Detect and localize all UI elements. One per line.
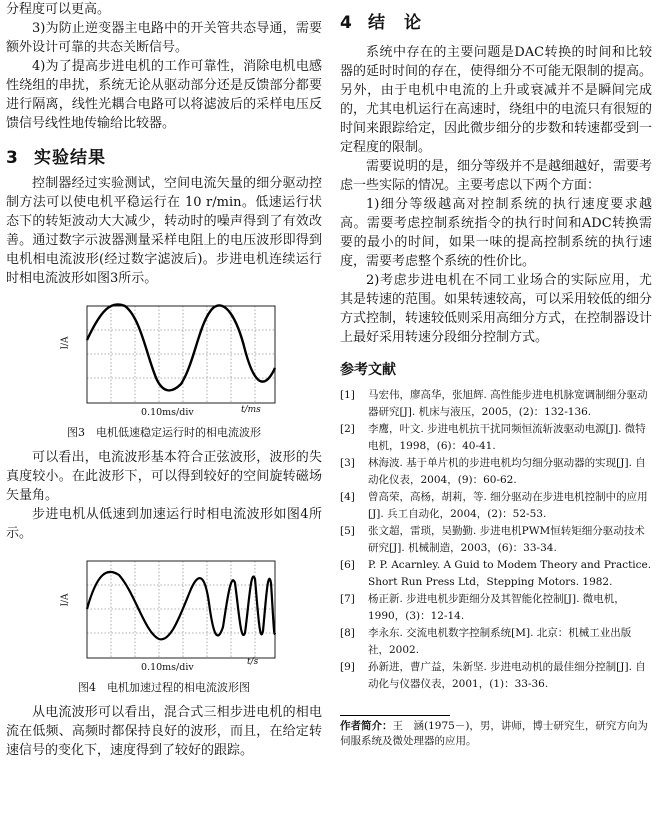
- reference-number: [4]: [340, 491, 355, 503]
- reference-item: [340, 489, 652, 523]
- author-label: 作者简介：: [340, 720, 393, 732]
- reference-number: [9]: [340, 661, 355, 673]
- left-column: [6, 0, 322, 760]
- paragraph: 步进电机从低速到加速运行时相电流波形如图4所示。: [6, 507, 322, 541]
- figure-3: [49, 298, 279, 422]
- reference-item: [340, 455, 652, 489]
- scale-label: 0.10ms/div: [141, 407, 194, 418]
- section-number: 3: [6, 148, 19, 168]
- reference-number: [5]: [340, 525, 355, 537]
- paragraph: 2)考虑步进电机在不同工业场合的实际应用，尤其是转速的范围。如果转速较高，可以采用较低的细分方式控制，转速较低则采用高细分方式，在控制器设计上最好采用转速分段细分控制方式。: [340, 273, 653, 345]
- section-title: 结 论: [368, 13, 422, 33]
- reference-text: 马宏伟，廖高华，张旭辉. 高性能步进电机脉宽调制细分驱动器研究[J]. 机床与液压，2005，(2)：132-136.: [368, 389, 648, 418]
- y-axis-label: I/A: [60, 336, 71, 350]
- figure-3-caption: 图3 电机低速稳定运行时的相电流波形: [67, 426, 261, 439]
- section-number: 4: [340, 13, 353, 33]
- reference-text: P. P. Acarnley. A Guid to Modem Theory and Practice. Short Run Press Ltd，Stepping Motors. 1982.: [368, 559, 652, 588]
- author-text: 王 涵(1975－)，男，讲师，博士研究生，研究方向为伺服系统及微处理器的应用。: [340, 720, 648, 747]
- reference-number: [3]: [340, 457, 355, 469]
- reference-item: [340, 523, 652, 557]
- x-axis-label: t/s: [247, 657, 259, 667]
- footnote-rule: [340, 715, 450, 716]
- reference-number: [7]: [340, 593, 355, 605]
- reference-text: 孙新进，曹广益，朱新坚. 步进电动机的最佳细分控制[J]. 自动化与仪器仪表，2001，(1)：33-36.: [368, 661, 646, 690]
- y-axis-label: I/A: [60, 593, 71, 607]
- paragraph: 控制器经过实验测试，空间电流矢量的细分驱动控制方法可以使电机平稳运行在 10 r/min。低速运行状态下的转矩波动大大减少，转动时的噪声得到了有效改善。通过数字示波器测量采样电阻上的电压波形即得到电机相电流波形(经过数字滤波后)。步进电机连续运行时相电流波形如图3所示。: [6, 176, 322, 286]
- paragraph: 1)细分等级越高对控制系统的执行速度要求越高。需要考虑控制系统指令的执行时间和ADC转换需要的最小的时间，如果一味的提高控制系统的执行速度，需要考虑整个系统的性价比。: [340, 197, 652, 269]
- paragraph: 从电流波形可以看出，混合式三相步进电机的相电流在低频、高频时都保持良好的波形，而且，在给定转速信号的变化下，速度得到了较好的跟踪。: [6, 705, 322, 758]
- reference-text: 张文超，雷琐，吴勤勤. 步进电机PWM恒转矩细分驱动技术研究[J]. 机械制造，2003，(6)：33-34.: [368, 525, 645, 554]
- figure-4: [49, 553, 279, 677]
- reference-item: [340, 625, 652, 659]
- reference-text: 杨正新. 步进电机步距细分及其智能化控制[J]. 微电机，1990，(3)：12-14.: [368, 593, 625, 622]
- reference-number: [6]: [340, 559, 355, 571]
- reference-item: [340, 421, 652, 455]
- reference-item: [340, 659, 652, 693]
- reference-text: 李鹰，叶文. 步进电机抗干扰同频恒流斩波驱动电源[J]. 微特电机，1998，(6)：40-41.: [368, 423, 646, 452]
- paragraph: 4)为了提高步进电机的工作可靠性，消除电机电感性绕组的串扰，系统无论从驱动部分还是反馈部分都要进行隔离，线性光耦合电路可以将滤波后的采样电压反馈信号线性地传输给比较器。: [6, 59, 322, 131]
- paragraph: 系统中存在的主要问题是DAC转换的时间和比较器的延时时间的存在，使得细分不可能无限制的提高。另外，由于电机中电流的上升或衰减并不是瞬间完成的，尤其电机运行在高速时，绕组中的电流只有很短的时间来跟踪给定，因此微步细分的步数和转速都受到一定程度的限制。: [340, 45, 653, 155]
- figure-4-caption: 图4 电机加速过程的相电流波形图: [78, 681, 250, 694]
- oscilloscope-plot-3: [49, 298, 279, 422]
- section-heading: [340, 8, 652, 33]
- reference-text: 曾高荣，高杨，胡莉，等. 细分驱动在步进电机控制中的应用[J]. 兵工自动化，2004，(2)：52-53.: [368, 491, 648, 520]
- reference-item: [340, 557, 652, 591]
- section-heading: [6, 143, 322, 168]
- scale-label: 0.10ms/div: [141, 662, 194, 673]
- author-note: [340, 719, 652, 749]
- reference-text: 李永东. 交流电机数字控制系统[M]. 北京：机械工业出版社，2002.: [368, 627, 632, 656]
- references-heading: 参考文献: [340, 362, 396, 378]
- reference-item: [340, 387, 652, 421]
- reference-text: 林海波. 基于单片机的步进电机均匀细分驱动器的实现[J]. 自动化仪表，2004，(9)：60-62.: [368, 457, 646, 486]
- reference-list: [340, 387, 652, 693]
- reference-number: [2]: [340, 423, 355, 435]
- paragraph: 3)为防止逆变器主电路中的开关管共态导通，需要额外设计可靠的共态关断信号。: [6, 21, 322, 55]
- paragraph: 需要说明的是，细分等级并不是越细越好，需要考虑一些实际的情况。主要考虑以下两个方面：: [340, 159, 653, 193]
- paragraph: 分程度可以更高。: [6, 2, 111, 17]
- right-column: [340, 0, 652, 749]
- x-axis-label: t/ms: [241, 405, 261, 415]
- reference-item: [340, 591, 652, 625]
- paragraph: 可以看出，电流波形基本符合正弦波形，波形的失真度较小。在此波形下，可以得到较好的空间旋转磁场矢量角。: [6, 450, 322, 503]
- section-title: 实验结果: [34, 148, 106, 168]
- reference-number: [8]: [340, 627, 355, 639]
- oscilloscope-plot-4: [49, 553, 279, 677]
- reference-number: [1]: [340, 389, 355, 401]
